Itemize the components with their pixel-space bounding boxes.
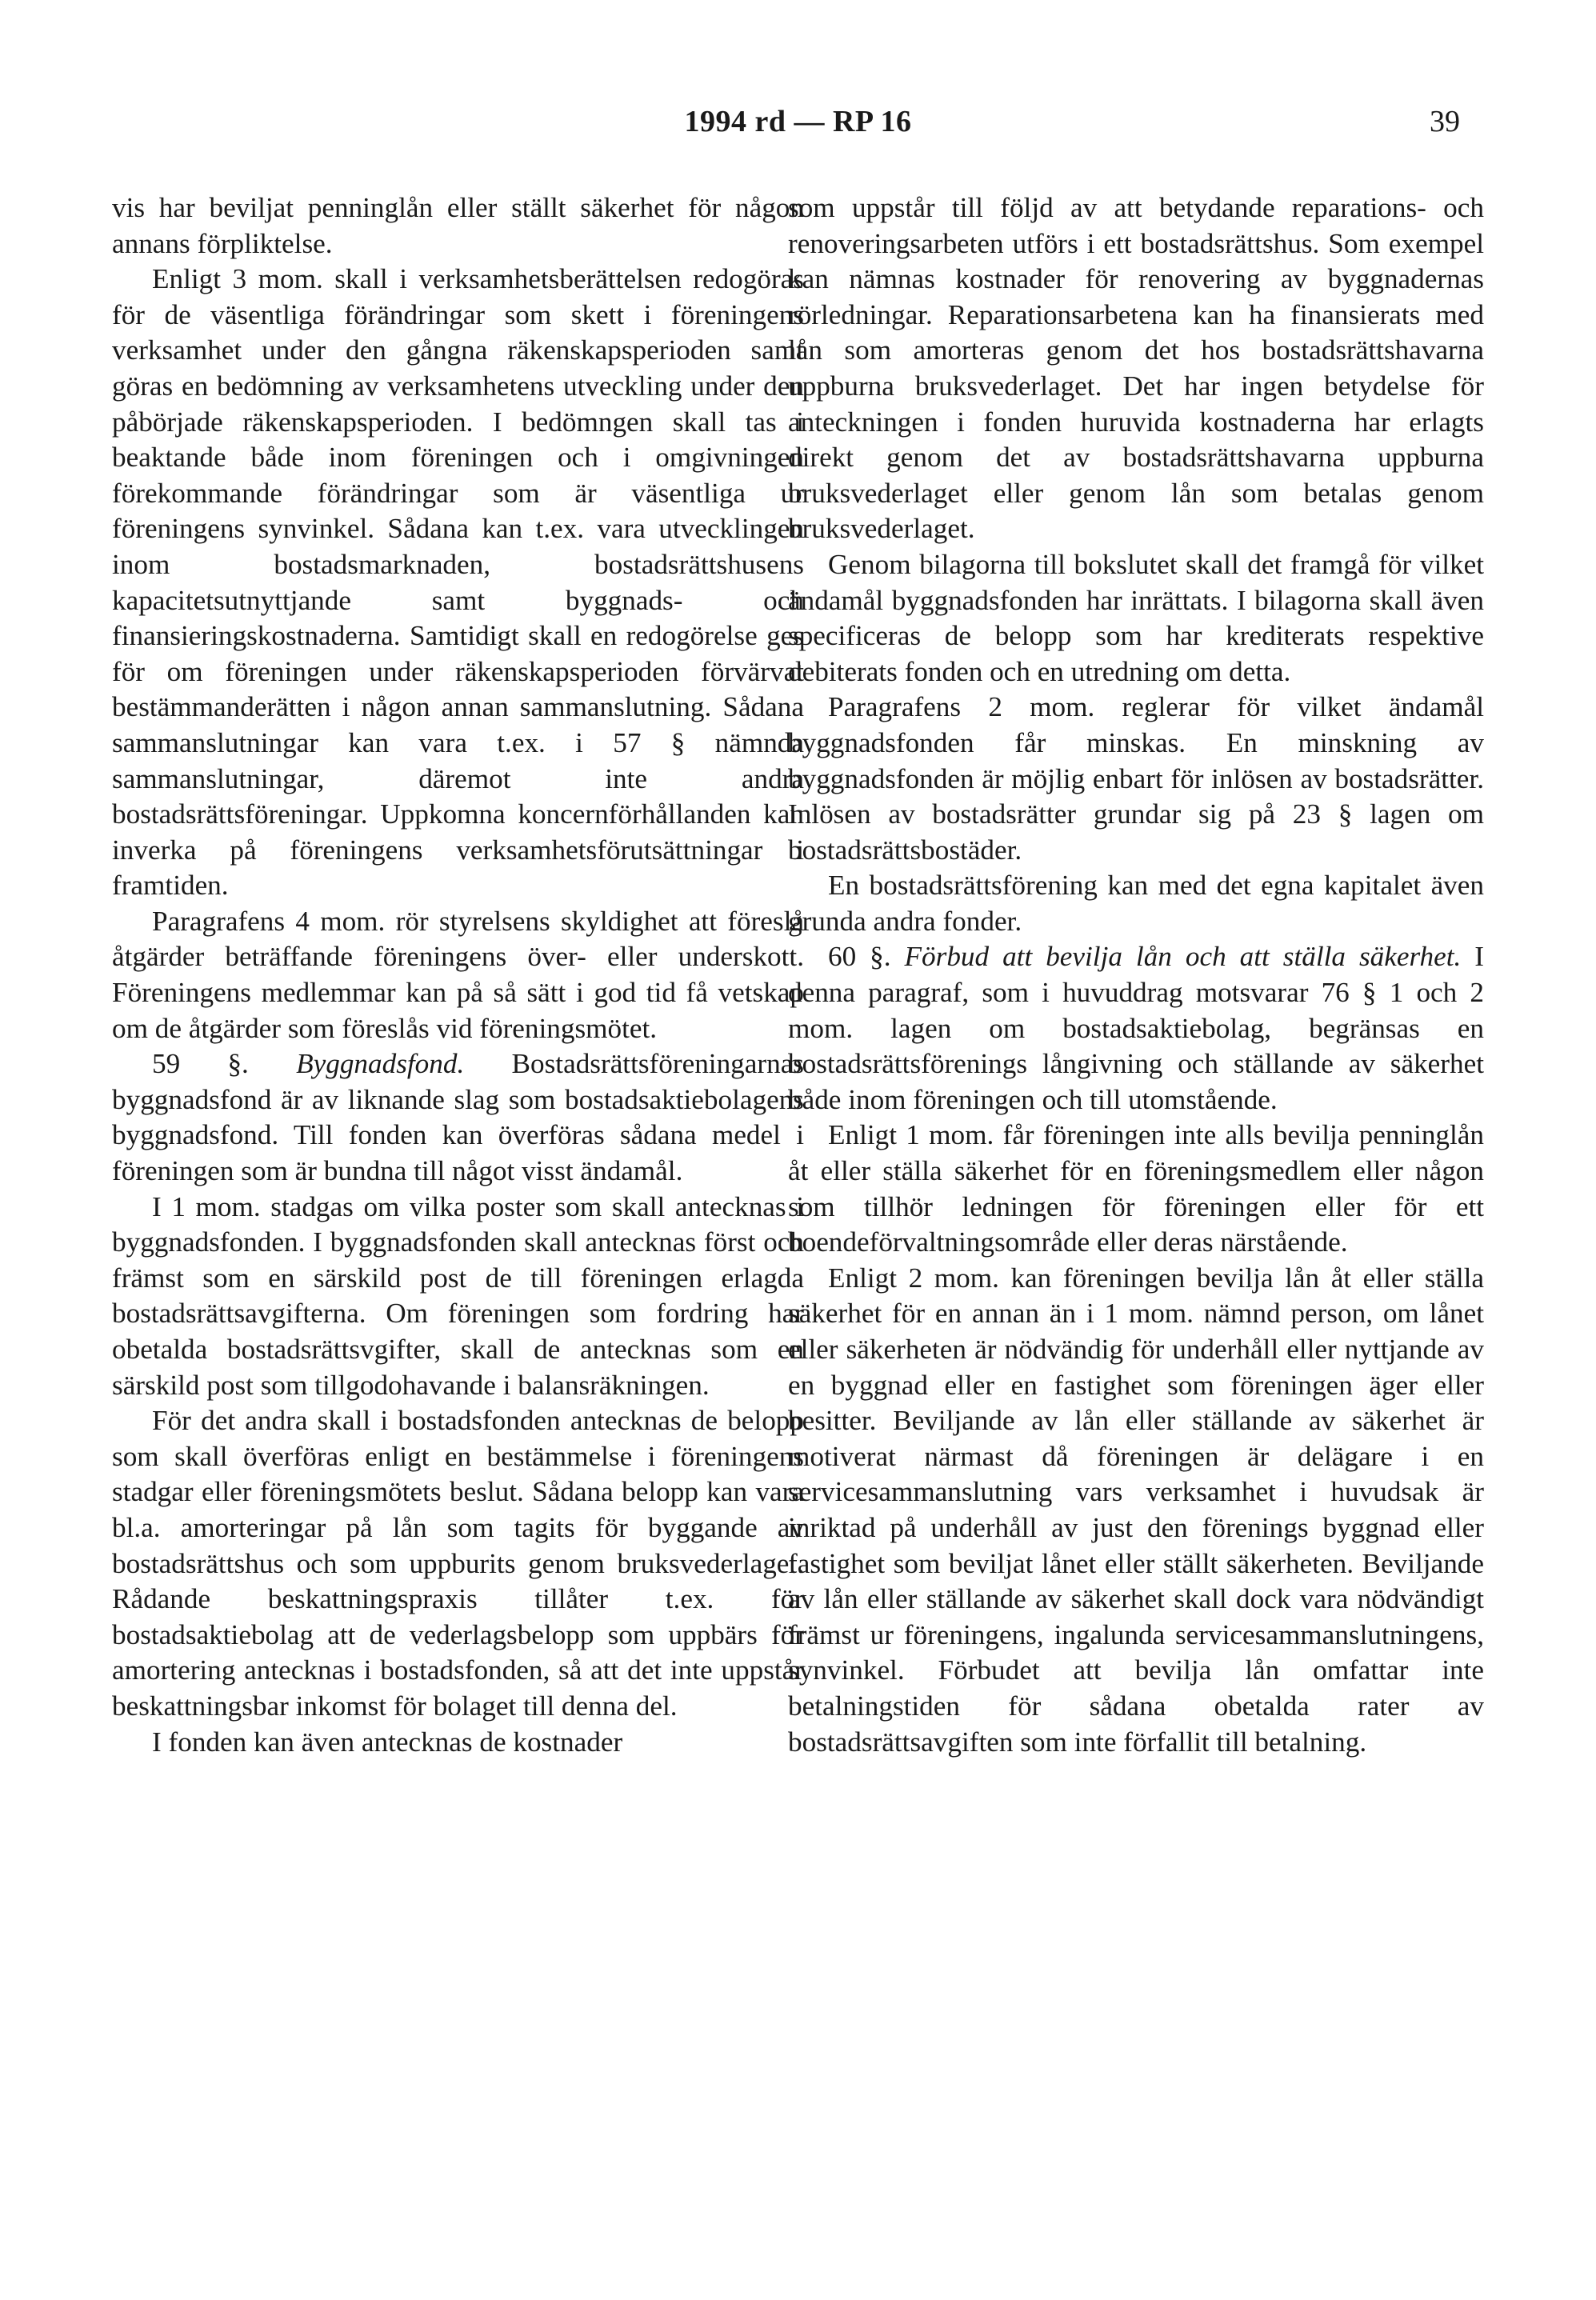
section-text: Bostadsrättsföreningarnas byggnadsfond är av liknande slag som bostadsaktiebolagens byggnadsfond. Till fonden kan överföras sådana medel i föreningen som är bundna till något visst ändamål. [112, 1048, 805, 1187]
paragraph: Enligt 1 mom. får föreningen inte alls bevilja penninglån åt eller ställa säkerhet för en föreningsmedlem eller någon som tillhör ledningen för föreningen eller för ett boendeförvaltningsområde eller deras närstående. [788, 1119, 1484, 1258]
page-header [0, 104, 1596, 152]
paragraph: Paragrafens 2 mom. reglerar för vilket ändamål byggnadsfonden får minskas. En minskning av byggnadsfonden är möjlig enbart för inlösen av bostadsrätter. Inlösen av bostadsrätter grundar sig på 23 § lagen om bostadsrättsbostäder. [788, 691, 1484, 866]
paragraph: I 1 mom. stadgas om vilka poster som skall antecknas i byggnadsfonden. I byggnadsfonden skall antecknas först och främst som en särskild post de till föreningen erlagda bostadsrättsavgifterna. Om föreningen som fordring har obetalda bostadsrättsvgifter, skall de antecknas som en särskild post som tillgodohavande i balansräkningen. [112, 1190, 804, 1401]
paragraph: Enligt 3 mom. skall i verksamhetsberättelsen redogöras för de väsentliga förändringar som skett i föreningens verksamhet under den gångna räkenskapsperioden samt göras en bedömning av verksamhetens utveckling under den påbörjade räkenskapsperioden. I bedömngen skall tas i beaktande både inom föreningen och i omgivningen förekommande förändringar som är väsentliga ur föreningens synvinkel. Sådana kan t.ex. vara utvecklingen inom bostadsmarknaden, bostadsrättshusens kapacitetsutnyttjande samt byggnads- och finansieringskostnaderna. Samtidigt skall en redogörelse ges för om föreningen under räkenskapsperioden förvärvat bestämmanderätten i någon annan sammanslutning. Sådana sammanslutningar kan vara t.ex. i 57 § nämnda sammanslutningar, däremot inte andra bostadsrättsföreningar. Uppkomna koncernförhållanden kan inverka på föreningens verksamhetsförutsättningar i framtiden. [112, 263, 804, 902]
section-number: 60 §. [828, 941, 905, 973]
paragraph: För det andra skall i bostadsfonden antecknas de belopp som skall överföras enligt en bestämmelse i föreningens stadgar eller föreningsmötets beslut. Sådana belopp kan vara bl.a. amorteringar på lån som tagits för byggande av bostadsrättshus och som uppburits genom bruksvederlaget. Rådande beskattningspraxis tillåter t.ex. för bostadsaktiebolag att de vederlagsbelopp som uppbärs för amortering antecknas i bostadsfonden, så att det inte uppstår beskattningsbar inkomst för bolaget till denna del. [112, 1405, 804, 1722]
left-column [112, 190, 804, 1760]
paragraph: Enligt 2 mom. kan föreningen bevilja lån åt eller ställa säkerhet för en annan än i 1 mom. nämnd person, om lånet eller säkerheten är nödvändig för underhåll eller nyttjande av en byggnad eller en fastighet som föreningen äger eller besitter. Beviljande av lån eller ställande av säkerhet är motiverat närmast då föreningen är delägare i en servicesammanslutning vars verksamhet i huvudsak är inriktad på underhåll av just den förenings byggnad eller fastighet som beviljat lånet eller ställt säkerheten. Beviljande av lån eller ställande av säkerhet skall dock vara nödvändigt främst ur föreningens, ingalunda servicesammanslutningens, synvinkel. Förbudet att bevilja lån omfattar inte betalningstiden för sådana obetalda rater av bostadsrättsavgiften som inte förfallit till betalning. [788, 1262, 1484, 1758]
paragraph: En bostadsrättsförening kan med det egna kapitalet även grunda andra fonder. [788, 870, 1484, 937]
section-59-paragraph [112, 1046, 804, 1189]
paragraph: vis har beviljat penninglån eller ställt säkerhet för någon annans förpliktelse. [112, 192, 804, 259]
section-heading: Byggnadsfond. [296, 1048, 465, 1080]
paragraph: Paragrafens 4 mom. rör styrelsens skyldighet att föreslå åtgärder beträffande föreningens över- eller underskott. Föreningens medlemmar kan på så sätt i god tid få vetskap om de åtgärder som föreslås vid föreningsmötet. [112, 905, 804, 1044]
paragraph: I fonden kan även antecknas de kostnader [152, 1726, 623, 1758]
section-number: 59 §. [152, 1048, 297, 1080]
section-heading: Förbud att bevilja lån och att ställa säkerhet. [904, 941, 1462, 973]
section-60-paragraph [788, 939, 1484, 1118]
section-text: I denna paragraf, som i huvuddrag motsvarar 76 § 1 och 2 mom. lagen om bostadsaktiebolag, begränsas en bostadsrättsförenings långivning och ställande av säkerhet både inom föreningen och till utomstående. [788, 941, 1485, 1115]
paragraph: Genom bilagorna till bokslutet skall det framgå för vilket ändamål byggnadsfonden har inrättats. I bilagorna skall även specificeras de belopp som har krediterats respektive debiterats fonden och en utredning om detta. [788, 548, 1484, 687]
page-number: 39 [1430, 105, 1460, 138]
document-reference: 1994 rd — RP 16 [684, 105, 912, 138]
paragraph: som uppstår till följd av att betydande reparations- och renoveringsarbeten utförs i ett bostadsrättshus. Som exempel kan nämnas kostnader för renovering av byggnadernas rörledningar. Reparationsarbetena kan ha finansierats med lån som amorteras genom det hos bostadsrättshavarna uppburna bruksvederlaget. Det har ingen betydelse för anteckningen i fonden huruvida kostnaderna har erlagts direkt genom det av bostadsrättshavarna uppburna bruksvederlaget eller genom lån som betalas genom bruksvederlaget. [788, 192, 1484, 545]
right-column [788, 190, 1484, 1760]
